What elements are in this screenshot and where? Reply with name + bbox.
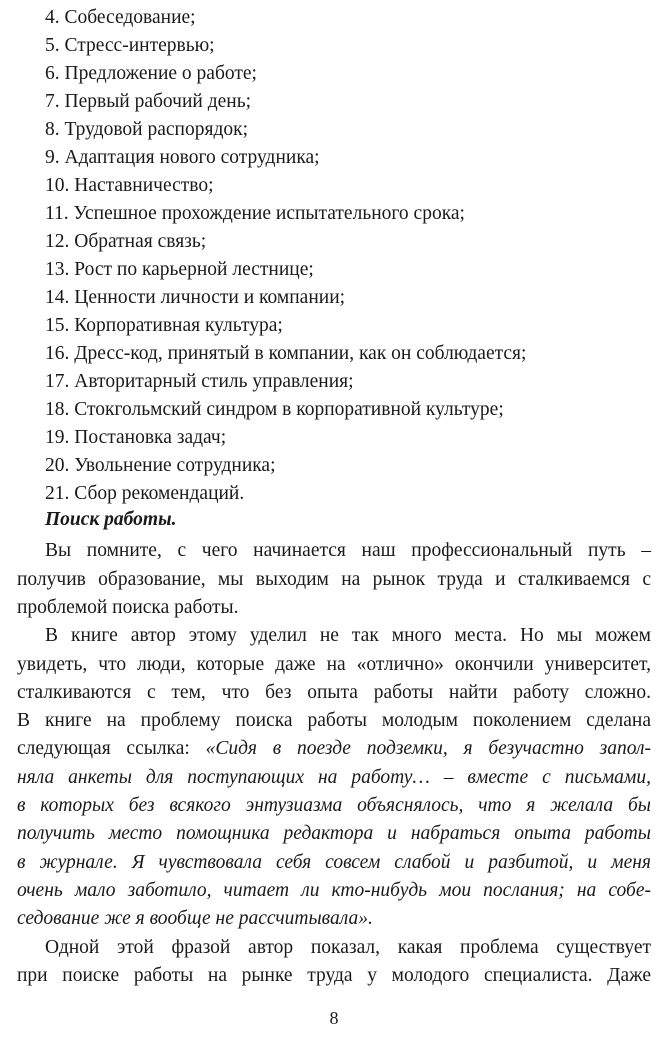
quote-line: седование же я вообще не рассчитывала». bbox=[17, 908, 373, 929]
list-item: 15. Корпоративная культура; bbox=[45, 315, 283, 336]
text-line: проблемой поиска работы. bbox=[17, 597, 239, 618]
text-line: Одной этой фразой автор показал, какая проблема существует bbox=[45, 937, 651, 958]
list-item: 7. Первый рабочий день; bbox=[45, 91, 252, 112]
list-item: 9. Адаптация нового сотрудника; bbox=[45, 147, 320, 168]
page-number: 8 bbox=[329, 1008, 339, 1028]
list-item: 19. Постановка задач; bbox=[45, 427, 227, 448]
quote-line: очень мало заботило, читает ли кто-нибудь мои послания; на собе- bbox=[17, 880, 651, 901]
text-line: при поиске работы на рынке труда у молодого специалиста. Даже bbox=[17, 965, 651, 986]
quote-fragment: «Сидя в поезде подземки, я безучастно запол- bbox=[205, 738, 652, 759]
quote-line: в журнале. Я чувствовала себя совсем слабой и разбитой, и меня bbox=[17, 852, 651, 873]
list-item: 18. Стокгольмский синдром в корпоративной культуре; bbox=[45, 399, 504, 420]
text-line: Вы помните, с чего начинается наш профессиональный путь – bbox=[45, 540, 651, 561]
list-item: 11. Успешное прохождение испытательного срока; bbox=[45, 203, 465, 224]
list-item: 21. Сбор рекомендаций. bbox=[45, 483, 245, 504]
list-item: 13. Рост по карьерной лестнице; bbox=[45, 259, 314, 280]
list-item: 8. Трудовой распорядок; bbox=[45, 119, 249, 140]
text-fragment: следующая ссылка: bbox=[17, 738, 206, 759]
section-heading: Поиск работы. bbox=[45, 509, 177, 530]
list-item: 17. Авторитарный стиль управления; bbox=[45, 371, 354, 392]
list-item: 10. Наставничество; bbox=[45, 175, 214, 196]
text-line: В книге на проблему поиска работы молодым поколением сделана bbox=[17, 710, 651, 731]
text-line: В книге автор этому уделил не так много места. Но мы можем bbox=[45, 625, 651, 646]
text-line: получив образование, мы выходим на рынок труда и сталкиваемся с bbox=[17, 569, 651, 590]
list-item: 16. Дресс-код, принятый в компании, как он соблюдается; bbox=[45, 343, 527, 364]
list-item: 12. Обратная связь; bbox=[45, 231, 207, 252]
quote-line: получить место помощника редактора и набраться опыта работы bbox=[17, 823, 651, 844]
list-item: 6. Предложение о работе; bbox=[45, 63, 257, 84]
text-line: увидеть, что люди, которые даже на «отлично» окончили университет, bbox=[17, 654, 651, 675]
list-item: 5. Стресс-интервью; bbox=[45, 35, 215, 56]
list-item: 14. Ценности личности и компании; bbox=[45, 287, 346, 308]
quote-line: в которых без всякого энтузиазма объяснялось, что я желала бы bbox=[17, 795, 651, 816]
list-item: 4. Собеседование; bbox=[45, 7, 196, 28]
text-line: сталкиваются с тем, что без опыта работы найти работу сложно. bbox=[17, 682, 651, 703]
list-item: 20. Увольнение сотрудника; bbox=[45, 455, 276, 476]
quote-line: няла анкеты для поступающих на работу… – вместе с письмами, bbox=[17, 767, 651, 788]
text-line bbox=[17, 735, 651, 763]
